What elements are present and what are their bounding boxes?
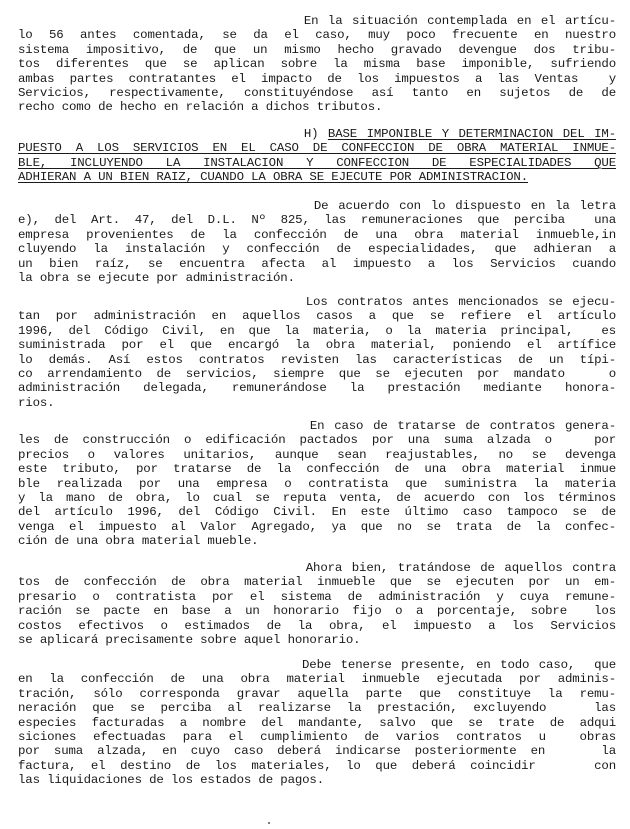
text-line: este tributo, por tratarse de la confección de una obra material inmue <box>18 462 616 477</box>
text-line: Ahora bien, tratándose de aquellos contra <box>18 561 616 575</box>
text-line: siciones efectuadas para el cumplimiento de varios contratos u obras <box>18 730 616 745</box>
paragraph-de-acuerdo <box>18 199 616 285</box>
heading-underlined-title: BASE IMPONIBLE Y DETERMINACION DEL IM- <box>327 127 616 141</box>
text-line: Debe tenerse presente, en todo caso, que <box>18 658 616 672</box>
text-line: lo 56 antes comentada, se da el caso, muy poco frecuente en nuestro <box>18 28 616 43</box>
text-line: se aplicará precisamente sobre aquel honorario. <box>18 633 361 648</box>
heading-line-4: ADHIERAN A UN BIEN RAIZ, CUANDO LA OBRA SE EJECUTE POR ADMINISTRACION. <box>18 170 528 185</box>
text-line: cluyendo la instalación y confección de especialidades, que adhieran a <box>18 242 616 257</box>
text-line: ambas partes contratantes el impacto de los impuestos a las Ventas y <box>18 71 616 86</box>
paragraph-debe-tenerse <box>18 658 616 788</box>
text-line: administración delegada, remunerándose la prestación mediante honora- <box>18 381 616 396</box>
text-line: la obra se ejecute por administración. <box>18 271 295 286</box>
text-line: recho como de hecho en relación a dichos tributos. <box>18 100 383 115</box>
text-line: en la confección de una obra material inmueble ejecutada por adminis- <box>18 672 616 687</box>
text-line: las liquidaciones de los estados de pagos. <box>18 773 324 788</box>
text-line: del artículo 1996, del Código Civil. En este último caso tampoco se de <box>18 505 616 520</box>
text-line: tos diferentes que se aplican sobre la misma base imponible, sufriendo <box>18 57 616 72</box>
text-line: co arrendamiento de servicios, siempre que se ejecuten por mandato o <box>18 367 616 382</box>
text-line: precios o valores unitarios, aunque sean reajustables, no se devenga <box>18 447 616 462</box>
text-line: Servicios, respectivamente, constituyéndose así tanto en sujetos de de <box>18 86 616 101</box>
heading-prefix: H) <box>18 127 328 141</box>
text-line: tos de confección de obra material inmueble que se ejecuten por un em- <box>18 575 616 590</box>
text-line: tan por administración en aquellos casos a que se refiere el artículo <box>18 309 616 324</box>
paragraph-ahora-bien <box>18 561 616 647</box>
paragraph-situacion-contemplada <box>18 14 616 115</box>
text-line: 1996, del Código Civil, en que la materia, o la materia principal, es <box>18 323 616 338</box>
text-line: sistema impositivo, de que un mismo hecho gravado devengue dos tribu- <box>18 42 616 57</box>
text-line: ción de una obra material mueble. <box>18 534 259 549</box>
scan-speck <box>268 822 270 824</box>
heading-line-1 <box>18 127 616 141</box>
text-line: neración que se perciba al realizarse la prestación, excluyendo las <box>18 701 616 716</box>
text-line: les de construcción o edificación pactados por una suma alzada o por <box>18 433 616 448</box>
text-line: especies facturadas a nombre del mandante, salvo que se trate de adqui <box>18 715 616 730</box>
text-line: En la situación contemplada en el artícu- <box>18 14 616 28</box>
text-line: tración, sólo corresponda gravar aquella parte que constituye la remu- <box>18 686 616 701</box>
text-line: En caso de tratarse de contratos genera- <box>18 419 616 433</box>
text-line: ración se pacte en base a un honorario fijo o a porcentaje, sobre los <box>18 604 616 619</box>
text-line: factura, el destino de los materiales, lo que deberá coincidir con <box>18 758 616 773</box>
text-line: costos efectivos o estimados de la obra, el impuesto a los Servicios <box>18 618 616 633</box>
text-line: venga el impuesto al Valor Agregado, ya que no se trata de la confec- <box>18 519 616 534</box>
text-line: Los contratos antes mencionados se ejecu- <box>18 295 616 309</box>
heading-line-2: PUESTO A LOS SERVICIOS EN EL CASO DE CONFECCION DE OBRA MATERIAL INMUE- <box>18 141 616 156</box>
text-line: y la mano de obra, lo cual se reputa venta, de acuerdo con los términos <box>18 491 616 506</box>
text-line: suministrada por el que encargó la obra material, poniendo el artífice <box>18 338 616 353</box>
text-line: empresa provenientes de la confección de una obra material inmueble,in <box>18 227 616 242</box>
heading-line-3: BLE, INCLUYENDO LA INSTALACION Y CONFECCION DE ESPECIALIDADES QUE <box>18 155 616 170</box>
text-line: por suma alzada, en cuyo caso deberá indicarse posteriormente en la <box>18 744 616 759</box>
text-line: e), del Art. 47, del D.L. Nº 825, las remuneraciones que perciba una <box>18 213 616 228</box>
text-line: De acuerdo con lo dispuesto en la letra <box>18 199 616 213</box>
text-line: presario o contratista por el sistema de administración y cuya remune- <box>18 589 616 604</box>
paragraph-contratos-mencionados <box>18 295 616 410</box>
text-line: ble realizada por una empresa o contratista que suministra la materia <box>18 476 616 491</box>
section-heading-h <box>18 127 616 185</box>
text-line: lo demás. Así estos contratos revisten las características de un típi- <box>18 352 616 367</box>
paragraph-contratos-generales <box>18 419 616 549</box>
text-line: un bien raíz, se encuentra afecta al impuesto a los Servicios cuando <box>18 256 616 271</box>
text-line: rios. <box>18 395 55 410</box>
